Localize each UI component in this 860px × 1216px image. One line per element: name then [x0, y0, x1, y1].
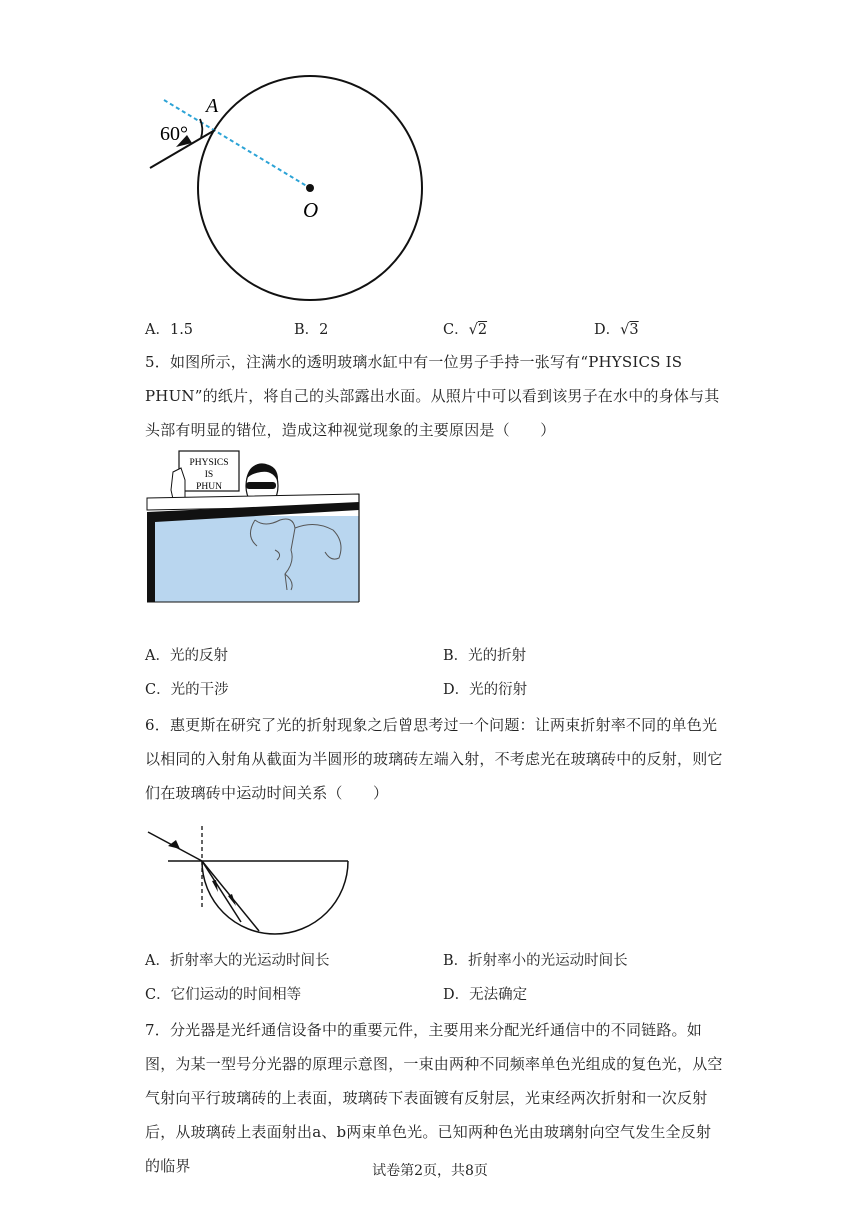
water: [151, 516, 359, 602]
q4-option-c-radicand: 2: [477, 322, 488, 338]
page-footer: 试卷第2页，共8页: [372, 1163, 488, 1179]
sqrt-symbol: √: [468, 322, 478, 338]
q5-option-d[interactable]: D．光的衍射: [443, 682, 528, 698]
point-o-label: O: [303, 198, 319, 222]
q7-question-text: 7．分光器是光纤通信设备中的重要元件，主要用来分配光纤通信中的不同链路。如图，为某一型号分光器的原理示意图，一束由两种不同频率单色光组成的复色光，从空气射向平行玻璃砖的上表面，玻璃砖下表面镀有反射层，光束经两次折射和一次反射后，从玻璃砖上表面射出a、b两束单色光。已知两种色光由玻璃射向空气发生全反射的临界: [145, 1021, 723, 1175]
q6-option-c[interactable]: C．它们运动的时间相等: [145, 987, 302, 1003]
sign-line-3: PHUN: [196, 482, 222, 492]
center-point: [306, 184, 314, 192]
q4-option-a[interactable]: A．1.5: [145, 322, 194, 338]
q4-option-c[interactable]: [443, 319, 487, 341]
semicircle-glass-figure: [140, 820, 360, 940]
circle-refraction-figure: [140, 70, 440, 310]
point-a-label: A: [206, 95, 219, 117]
sunglasses: [246, 482, 276, 489]
sign-line-2: IS: [204, 470, 214, 480]
q4-option-b[interactable]: B．2: [294, 322, 329, 338]
fish-tank-figure: [145, 450, 363, 606]
q6-option-b[interactable]: B．折射率小的光运动时间长: [443, 953, 628, 969]
q6-question-text: 6．惠更斯在研究了光的折射现象之后曾思考过一个问题：让两束折射率不同的单色光以相同的入射角从截面为半圆形的玻璃砖左端入射，不考虑光在玻璃砖中的反射，则它们在玻璃砖中运动时间关系（ ）: [145, 716, 723, 802]
sign-line-1: PHYSICS: [189, 458, 229, 468]
q6-option-a[interactable]: A．折射率大的光运动时间长: [145, 953, 330, 969]
q4-option-d-radicand: 3: [629, 322, 639, 338]
q5-question-text: 5．如图所示，注满水的透明玻璃水缸中有一位男子手持一张写有“PHYSICS IS PHUN”的纸片，将自己的头部露出水面。从照片中可以看到该男子在水中的身体与其头部有明显的错位，造成这种视觉现象的主要原因是（ ）: [145, 353, 720, 439]
sqrt-symbol: √: [620, 322, 630, 338]
q4-option-d-label: D．: [594, 322, 621, 338]
angle-arc: [200, 119, 202, 138]
semicircle-arc: [202, 861, 348, 934]
q5-option-b[interactable]: B．光的折射: [443, 648, 527, 664]
q5-option-c[interactable]: C．光的干涉: [145, 682, 229, 698]
q5-option-a[interactable]: A．光的反射: [145, 648, 228, 664]
q4-option-c-label: C．: [443, 322, 469, 338]
q4-option-d[interactable]: [594, 319, 639, 341]
q6-option-d[interactable]: D．无法确定: [443, 987, 528, 1003]
angle-label: 60°: [160, 123, 188, 145]
